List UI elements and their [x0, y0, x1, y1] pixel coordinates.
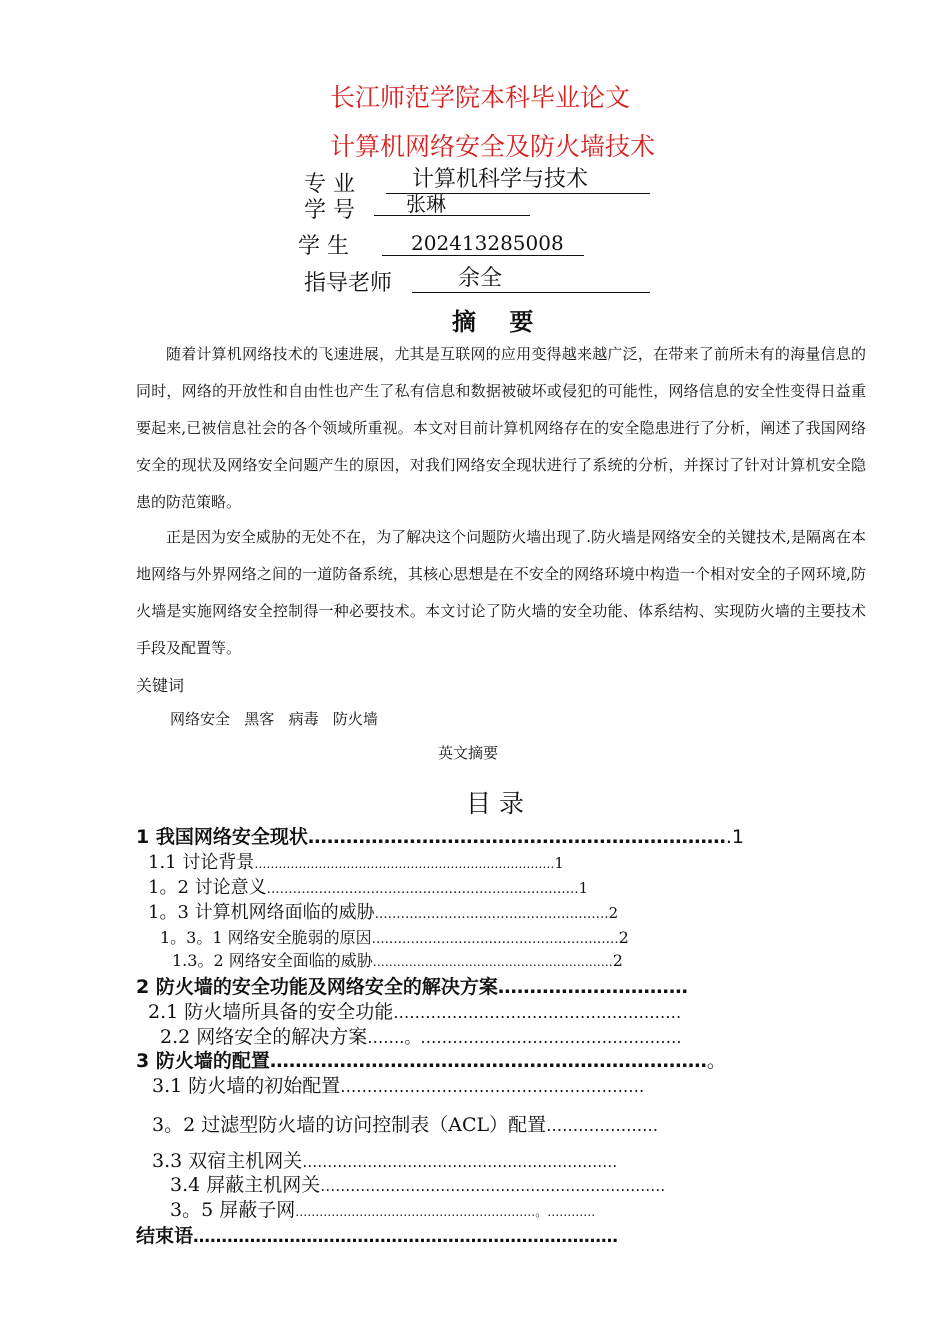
toc-dots: ………………………………………………………………… [254, 857, 555, 871]
toc-item-text: 1。3 计算机网络面临的威胁 [148, 902, 375, 923]
toc-dots: ……………………………………………… [374, 907, 609, 922]
toc-dots: …………………………………………………………… [320, 1177, 666, 1195]
thesis-title: 计算机网络安全及防火墙技术 [330, 132, 656, 161]
toc-item[interactable] [136, 972, 688, 999]
toc-dots: …….。…………………………………………. [367, 1028, 682, 1047]
student-value [382, 231, 584, 256]
toc-item[interactable] [160, 1022, 681, 1049]
student-id-value-text: 张琳 [406, 192, 446, 216]
toc-item-text: 结束语 [136, 1225, 194, 1247]
university-title: 长江师范学院本科毕业论文 [330, 83, 631, 112]
toc-item[interactable] [136, 1221, 618, 1248]
toc-item-text: 3。5 屏蔽子网 [170, 1199, 296, 1221]
toc-item-text: 1.1 讨论背景 [148, 852, 255, 873]
toc-dots: ……………………………………………………………… [266, 882, 579, 897]
toc-item[interactable] [148, 898, 618, 924]
toc-item-text: 3.3 双宿主机网关 [152, 1150, 303, 1172]
toc-dots: ………………………………………………… [371, 932, 619, 947]
toc-dots: ……………………………………………… [393, 1003, 682, 1022]
keywords-list: 网络安全 黑客 病毒 防火墙 [170, 710, 378, 728]
abstract-paragraph-1: 随着计算机网络技术的飞速进展，尤其是互联网的应用变得越来越广泛，在带来了前所未有的海量信息的同时，网络的开放性和自由性也产生了私有信息和数据被破坏或侵犯的可能性，网络信息的安全性变得日益重要起来,已被信息社会的各个领域所重视。本文对目前计算机网络存在的安全隐患进行了分析，阐述了我国网络安全的现状及网络安全问题产生的原因，对我们网络安全现状进行了系统的分析，并探讨了针对计算机安全隐患的防范策略。 [136, 345, 866, 511]
toc-dots: ………………… [546, 1116, 659, 1135]
student-value-text: 202413285008 [411, 231, 564, 255]
toc-item[interactable] [160, 925, 629, 948]
toc-page: .1 [725, 826, 744, 848]
toc-dots: ……………………………………………………… [302, 1153, 618, 1171]
toc-heading: 目 录 [466, 789, 524, 818]
toc-dots: ………………………………………………… [340, 1077, 645, 1096]
advisor-label: 指导老师 [304, 271, 393, 296]
student-id-value [374, 193, 530, 216]
toc-item[interactable] [136, 822, 744, 849]
toc-page: 1 [554, 854, 564, 872]
abstract-body-2 [136, 519, 866, 667]
toc-item[interactable] [170, 1170, 665, 1197]
toc-dots: ………………………………………………………… [307, 826, 726, 848]
abstract-body-1 [136, 336, 866, 521]
toc-dots: ………………………… [497, 976, 688, 998]
major-value-text: 计算机科学与技术 [412, 167, 589, 192]
student-label: 学 生 [298, 234, 349, 259]
abstract-paragraph-2: 正是因为安全威胁的无处不在，为了解决这个问题防火墙出现了.防火墙是网络安全的关键技术,是隔离在本地网络与外界网络之间的一道防备系统，其核心思想是在不安全的网络环境中构造一个相对安全的子网环境,防火墙是实施网络安全控制得一种必要技术。本文讨论了防火墙的安全功能、体系结构、实现防火墙的主要技术手段及配置等。 [136, 528, 866, 657]
toc-item-text: 1.3。2 网络安全面临的威胁 [172, 951, 373, 970]
toc-dots: …………………………………………………………… [269, 1050, 707, 1072]
toc-dots: ……………………………………………………。………… [295, 1205, 596, 1219]
toc-item-text: 3。2 过滤型防火墙的访问控制表（ACL）配置 [152, 1114, 547, 1136]
english-abstract-label: 英文摘要 [438, 744, 499, 762]
toc-item-text: 1。2 讨论意义 [148, 877, 267, 898]
toc-item[interactable] [170, 1195, 595, 1222]
advisor-value [412, 266, 650, 293]
abstract-heading: 摘 要 [452, 308, 534, 336]
toc-item-text: 3 防火墙的配置 [136, 1050, 270, 1072]
toc-page: 2 [608, 904, 619, 922]
toc-item[interactable] [148, 997, 681, 1024]
toc-item[interactable] [152, 1146, 617, 1173]
toc-item-text: 2.1 防火墙所具备的安全功能 [148, 1001, 394, 1023]
toc-item[interactable] [148, 873, 588, 899]
toc-item[interactable] [172, 948, 623, 971]
keywords-label: 关键词 [136, 676, 185, 695]
toc-item-text: 1。3。1 网络安全脆弱的原因 [160, 928, 372, 947]
toc-page: 2 [618, 928, 629, 947]
toc-item-text: 2 防火墙的安全功能及网络安全的解决方案 [136, 976, 498, 998]
student-id-label: 学 号 [304, 198, 355, 223]
toc-item-text: 2.2 网络安全的解决方案 [160, 1026, 368, 1048]
toc-item[interactable] [152, 1110, 658, 1137]
toc-page: 2 [612, 951, 623, 970]
toc-item-text: 3.4 屏蔽主机网关 [170, 1174, 321, 1196]
toc-item[interactable] [148, 848, 564, 874]
advisor-value-text: 余全 [458, 266, 503, 291]
toc-item[interactable] [136, 1046, 726, 1073]
major-value [386, 167, 650, 194]
toc-item[interactable] [152, 1071, 644, 1098]
major-label: 专 业 [304, 172, 355, 197]
toc-page: 1 [578, 879, 589, 897]
toc-page: 。 [706, 1050, 726, 1072]
toc-dots: …………………………………………………… [372, 955, 613, 969]
toc-item-text: 3.1 防火墙的初始配置 [152, 1075, 341, 1097]
toc-item-text: 1 我国网络安全现状 [136, 826, 308, 848]
toc-dots: ………………………………………………………………… [193, 1227, 619, 1247]
